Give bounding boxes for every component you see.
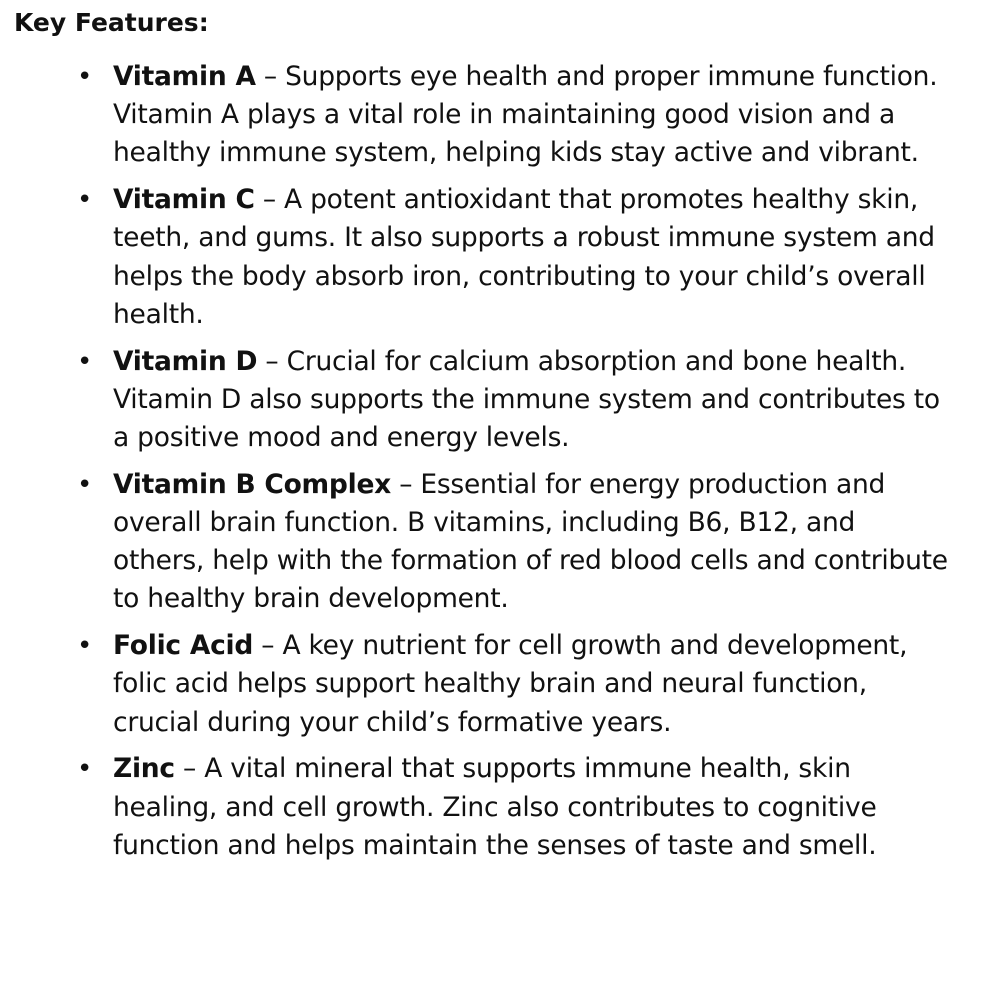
feature-term: Vitamin C bbox=[113, 184, 255, 216]
feature-description: – A key nutrient for cell growth and development, folic acid helps support healthy brain and neural function, crucial during your child’s formative years. bbox=[113, 630, 908, 738]
bullet-icon: • bbox=[77, 185, 93, 216]
bullet-icon: • bbox=[77, 62, 93, 92]
feature-description: – A vital mineral that supports immune health, skin healing, and cell growth. Zinc also contributes to cognitive function and helps maintain the senses of taste and smell. bbox=[113, 753, 877, 861]
feature-term: Vitamin B Complex bbox=[113, 468, 392, 500]
features-list bbox=[0, 58, 990, 874]
feature-item-vitamin-d bbox=[0, 343, 953, 458]
feature-term: Zinc bbox=[113, 753, 175, 785]
feature-item-vitamin-a bbox=[0, 58, 953, 173]
bullet-icon: • bbox=[77, 631, 93, 662]
feature-description: – Crucial for calcium absorption and bone health. Vitamin D also supports the immune system and contributes to a positive mood and energy levels. bbox=[113, 345, 940, 454]
feature-item-folic-acid bbox=[0, 627, 953, 742]
feature-item-vitamin-c bbox=[0, 181, 953, 334]
bullet-icon: • bbox=[77, 346, 93, 377]
feature-item-zinc bbox=[0, 750, 953, 865]
feature-item-vitamin-b-complex bbox=[0, 466, 953, 619]
feature-term: Folic Acid bbox=[113, 630, 254, 662]
bullet-icon: • bbox=[77, 754, 93, 785]
key-features-heading: Key Features: bbox=[14, 8, 209, 37]
feature-term: Vitamin A bbox=[113, 61, 256, 92]
bullet-icon: • bbox=[77, 469, 93, 500]
feature-description: – Supports eye health and proper immune function. Vitamin A plays a vital role in maintaining good vision and a healthy immune system, helping kids stay active and vibrant. bbox=[113, 61, 938, 169]
feature-description: – A potent antioxidant that promotes healthy skin, teeth, and gums. It also supports a robust immune system and helps the body absorb iron, contributing to your child’s overall health. bbox=[113, 184, 935, 330]
feature-term: Vitamin D bbox=[113, 345, 258, 377]
feature-description: – Essential for energy production and overall brain function. B vitamins, including B6, B12, and others, help with the formation of red blood cells and contribute to healthy brain development. bbox=[113, 468, 948, 615]
